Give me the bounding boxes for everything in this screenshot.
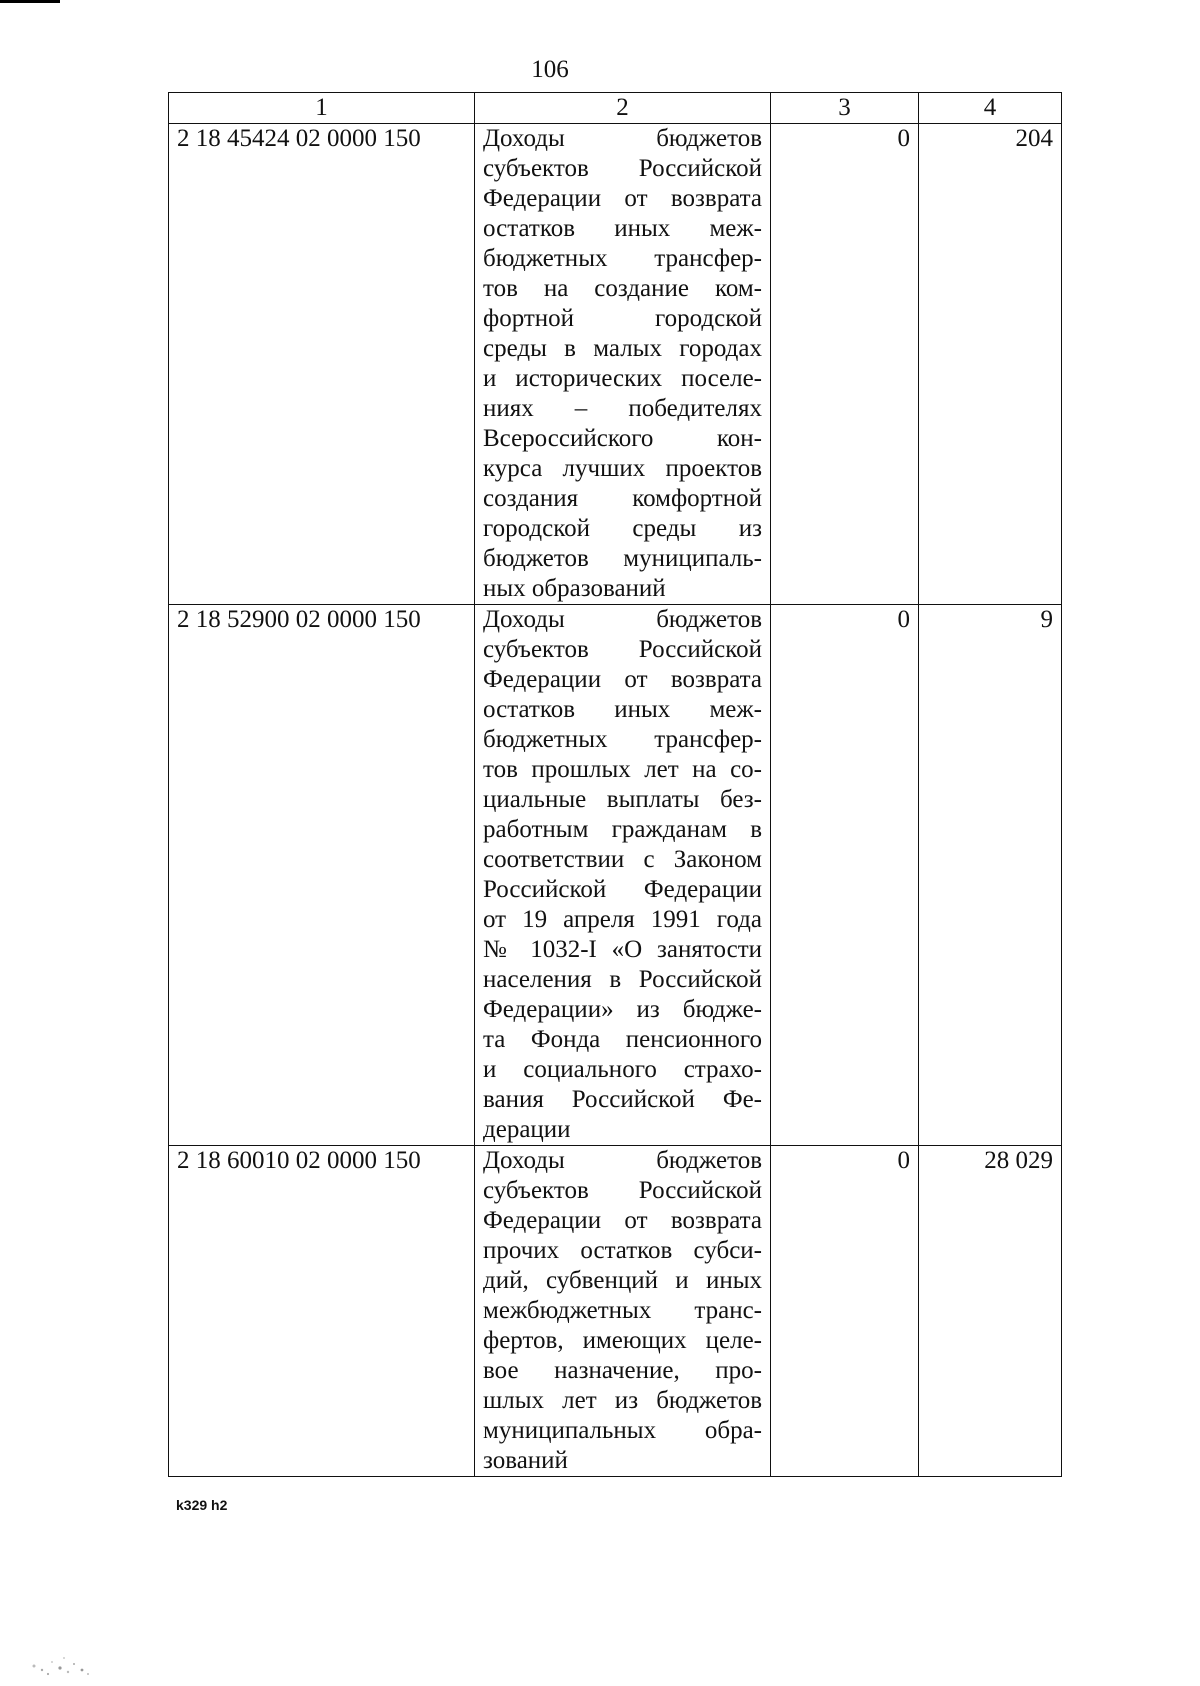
column-3-value: 0 <box>771 1146 919 1477</box>
budget-table <box>168 92 1062 1477</box>
column-4-value: 9 <box>919 605 1062 1146</box>
column-header-4: 4 <box>919 93 1062 124</box>
description-line: курса лучших проектов <box>483 455 762 482</box>
page-number: 106 <box>531 56 569 83</box>
income-description <box>475 1146 771 1477</box>
description-line: Федерации от возврата <box>483 185 762 212</box>
column-4-value: 204 <box>919 124 1062 605</box>
income-description <box>475 605 771 1146</box>
description-line: тов прошлых лет на со- <box>483 756 762 783</box>
table-row <box>169 1146 1062 1477</box>
description-line: Доходы бюджетов <box>483 125 762 152</box>
description-line: бюджетов муниципаль- <box>483 545 762 572</box>
description-line: работным гражданам в <box>483 816 762 843</box>
description-line: остатков иных меж- <box>483 215 762 242</box>
description-line: муниципальных обра- <box>483 1417 762 1444</box>
description-line: и исторических поселе- <box>483 365 762 392</box>
description-line: циальные выплаты без- <box>483 786 762 813</box>
description-line: зований <box>483 1447 568 1474</box>
column-header-2: 2 <box>475 93 771 124</box>
description-line: та Фонда пенсионного <box>483 1026 762 1053</box>
description-line: субъектов Российской <box>483 155 762 182</box>
description-line: ных образований <box>483 575 666 602</box>
description-line: Доходы бюджетов <box>483 1147 762 1174</box>
classification-code: 2 18 45424 02 0000 150 <box>169 124 475 605</box>
classification-code: 2 18 52900 02 0000 150 <box>169 605 475 1146</box>
description-line: ниях – победителях <box>483 395 762 422</box>
description-line: № 1032-I «О занятости <box>483 936 762 963</box>
income-description <box>475 124 771 605</box>
column-3-value: 0 <box>771 124 919 605</box>
column-4-value: 28 029 <box>919 1146 1062 1477</box>
description-line: межбюджетных транс- <box>483 1297 762 1324</box>
description-line: вания Российской Фе- <box>483 1086 762 1113</box>
description-line: от 19 апреля 1991 года <box>483 906 762 933</box>
description-line: Российской Федерации <box>483 876 762 903</box>
description-line: Федерации от возврата <box>483 1207 762 1234</box>
scan-corner-mark <box>0 0 60 9</box>
description-line: субъектов Российской <box>483 1177 762 1204</box>
description-line: Доходы бюджетов <box>483 606 762 633</box>
description-line: соответствии с Законом <box>483 846 762 873</box>
classification-code: 2 18 60010 02 0000 150 <box>169 1146 475 1477</box>
description-line: фертов, имеющих целе- <box>483 1327 762 1354</box>
description-line: бюджетных трансфер- <box>483 726 762 753</box>
description-line: субъектов Российской <box>483 636 762 663</box>
description-line: дерации <box>483 1116 571 1143</box>
description-line: остатков иных меж- <box>483 696 762 723</box>
column-header-1: 1 <box>169 93 475 124</box>
column-3-value: 0 <box>771 605 919 1146</box>
scan-noise-mark <box>22 1648 102 1678</box>
description-line: шлых лет из бюджетов <box>483 1387 762 1414</box>
description-line: прочих остатков субси- <box>483 1237 762 1264</box>
table-row <box>169 124 1062 605</box>
description-line: населения в Российской <box>483 966 762 993</box>
document-footer-code: k329 h2 <box>176 1497 228 1513</box>
description-line: городской среды из <box>483 515 762 542</box>
table-row <box>169 605 1062 1146</box>
description-line: Федерации» из бюдже- <box>483 996 762 1023</box>
description-line: фортной городской <box>483 305 762 332</box>
description-line: тов на создание ком- <box>483 275 762 302</box>
table-header-row <box>169 93 1062 124</box>
description-line: бюджетных трансфер- <box>483 245 762 272</box>
description-line: дий, субвенций и иных <box>483 1267 762 1294</box>
description-line: Всероссийского кон- <box>483 425 762 452</box>
description-line: создания комфортной <box>483 485 762 512</box>
description-line: среды в малых городах <box>483 335 762 362</box>
description-line: Федерации от возврата <box>483 666 762 693</box>
description-line: и социального страхо- <box>483 1056 762 1083</box>
column-header-3: 3 <box>771 93 919 124</box>
description-line: вое назначение, про- <box>483 1357 762 1384</box>
